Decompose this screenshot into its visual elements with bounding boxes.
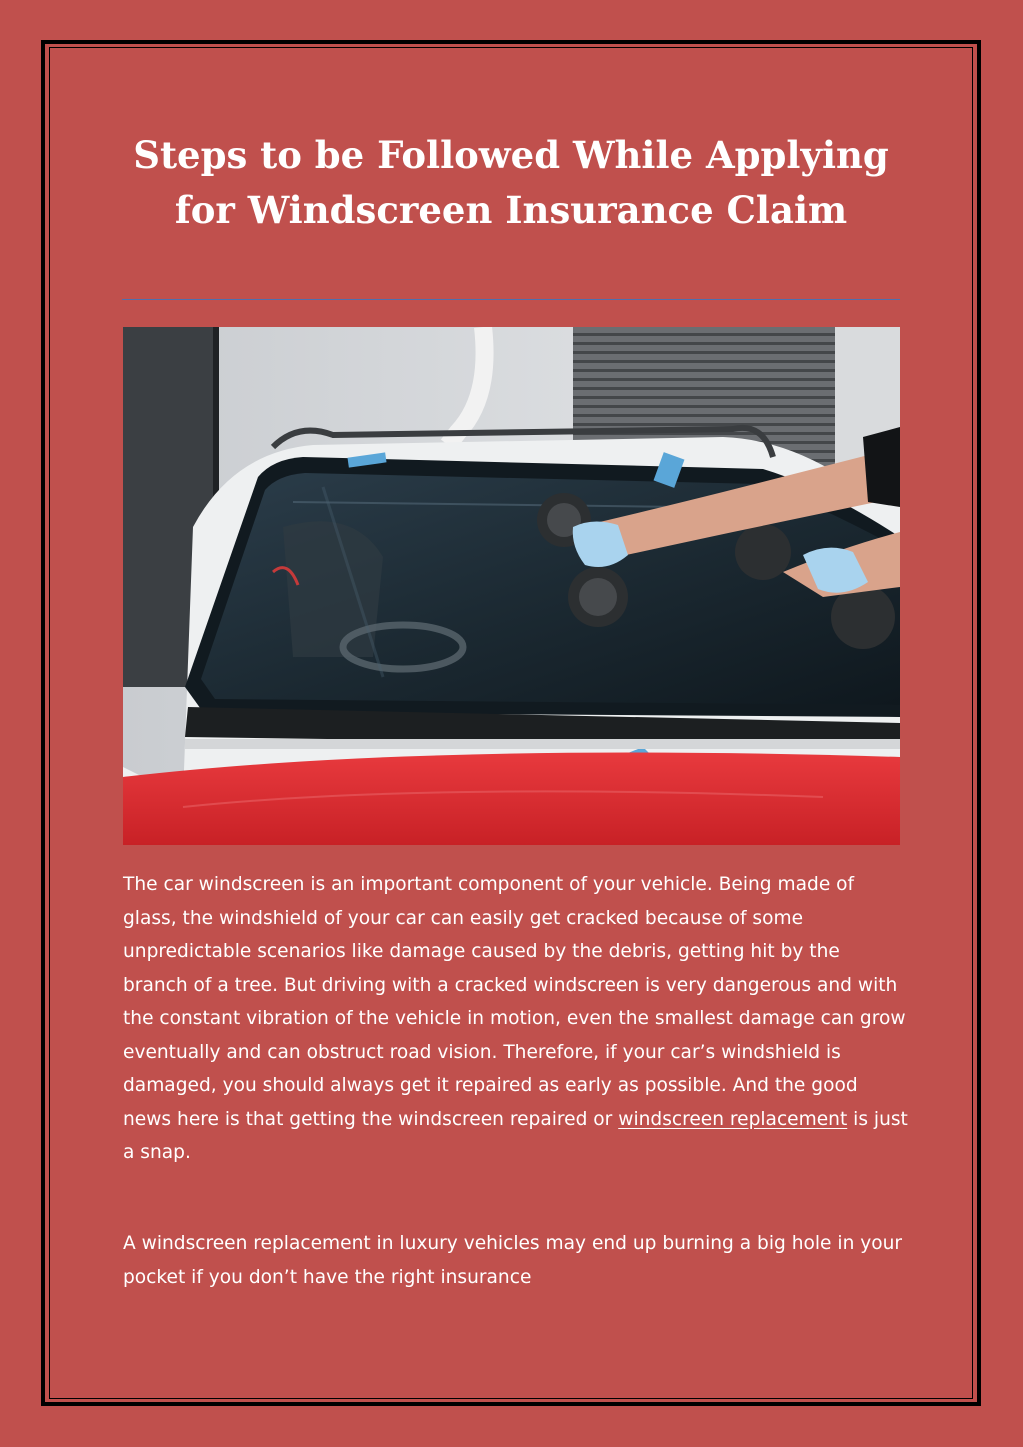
- windscreen-replacement-link[interactable]: windscreen replacement: [618, 1108, 848, 1130]
- body-paragraph-1: [123, 868, 908, 1170]
- body-paragraph-2: A windscreen replacement in luxury vehicles may end up burning a big hole in your pocket if you don’t have the right insurance: [123, 1233, 903, 1288]
- windscreen-replacement-photo: [123, 327, 900, 845]
- title-underline-rule: [122, 299, 900, 300]
- document-title: Steps to be Followed While Applying for Windscreen Insurance Claim: [133, 133, 889, 232]
- paragraph-1-text: The car windscreen is an important component of your vehicle. Being made of glass, the windshield of your car can easily get cracked because of some unpredictable scenarios like damage caused by the debris, getting hit by the branch of a tree. But driving with a cracked windscreen is very dangerous and with the constant vibration of the vehicle in motion, even the smallest damage can grow eventually and can obstruct road vision. Therefore, if your car’s windshield is damaged, you should always get it repaired as early as possible. And the good news here is that getting the windscreen repaired or: [123, 874, 906, 1130]
- paragraph-1-text-end: is just a snap.: [123, 1108, 908, 1163]
